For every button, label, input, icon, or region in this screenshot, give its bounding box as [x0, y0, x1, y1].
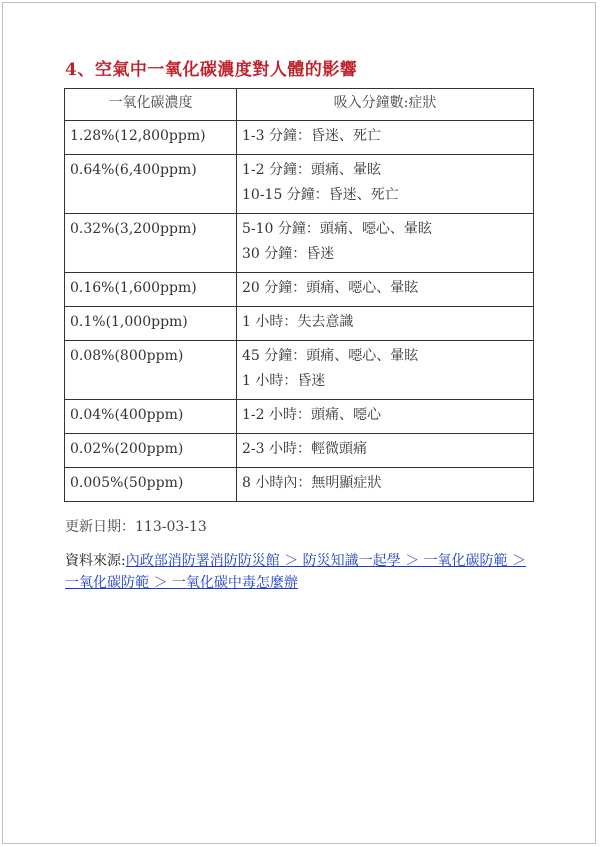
header-concentration: 一氧化碳濃度 — [65, 89, 237, 121]
concentration-cell: 1.28%(12,800ppm) — [65, 121, 237, 155]
effect-line: 1-2 小時：頭痛、噁心 — [242, 407, 381, 423]
concentration-cell: 0.1%(1,000ppm) — [65, 307, 237, 341]
effect-line: 45 分鐘：頭痛、噁心、暈眩 — [242, 348, 419, 364]
table-row — [65, 121, 534, 155]
concentration-cell: 0.16%(1,600ppm) — [65, 273, 237, 307]
source-label: 資料來源: — [65, 553, 126, 569]
effect-line: 1 小時：失去意識 — [242, 314, 354, 330]
table-row — [65, 434, 534, 468]
concentration-cell: 0.08%(800ppm) — [65, 341, 237, 400]
effect-line: 10-15 分鐘：昏迷、死亡 — [242, 187, 399, 203]
concentration-cell: 0.04%(400ppm) — [65, 400, 237, 434]
source-link[interactable]: 內政部消防署消防防災館 ＞ 防災知識一起學 ＞ 一氧化碳防範 ＞ 一氧化碳防範 ＞ 一氧化碳中毒怎麼辦 — [65, 553, 526, 591]
table-row — [65, 273, 534, 307]
table-header-row — [65, 89, 534, 121]
table-row — [65, 468, 534, 502]
effects-cell — [237, 155, 534, 214]
effect-line: 20 分鐘：頭痛、噁心、暈眩 — [242, 280, 419, 296]
table-row — [65, 307, 534, 341]
effects-cell — [237, 121, 534, 155]
effects-cell — [237, 307, 534, 341]
table-row — [65, 214, 534, 273]
source-citation — [65, 550, 535, 594]
effects-cell — [237, 400, 534, 434]
effects-cell — [237, 434, 534, 468]
effect-line: 30 分鐘：昏迷 — [242, 246, 335, 262]
section-title: 4、空氣中一氧化碳濃度對人體的影響 — [65, 60, 358, 80]
effect-line: 1-2 分鐘：頭痛、暈眩 — [242, 162, 381, 178]
concentration-cell: 0.005%(50ppm) — [65, 468, 237, 502]
concentration-cell: 0.64%(6,400ppm) — [65, 155, 237, 214]
concentration-cell: 0.32%(3,200ppm) — [65, 214, 237, 273]
header-effects: 吸入分鐘數:症狀 — [237, 89, 534, 121]
effect-line: 2-3 小時：輕微頭痛 — [242, 441, 367, 457]
effect-line: 1-3 分鐘：昏迷、死亡 — [242, 128, 381, 144]
updated-date: 更新日期：113-03-13 — [65, 519, 207, 535]
table-row — [65, 155, 534, 214]
co-effects-table — [64, 88, 534, 502]
effects-cell — [237, 273, 534, 307]
effects-cell — [237, 468, 534, 502]
effects-cell — [237, 341, 534, 400]
table-row — [65, 400, 534, 434]
table-row — [65, 341, 534, 400]
concentration-cell: 0.02%(200ppm) — [65, 434, 237, 468]
effects-cell — [237, 214, 534, 273]
effect-line: 8 小時內：無明顯症狀 — [242, 475, 382, 491]
effect-line: 5-10 分鐘：頭痛、噁心、暈眩 — [242, 221, 432, 237]
effect-line: 1 小時：昏迷 — [242, 373, 326, 389]
